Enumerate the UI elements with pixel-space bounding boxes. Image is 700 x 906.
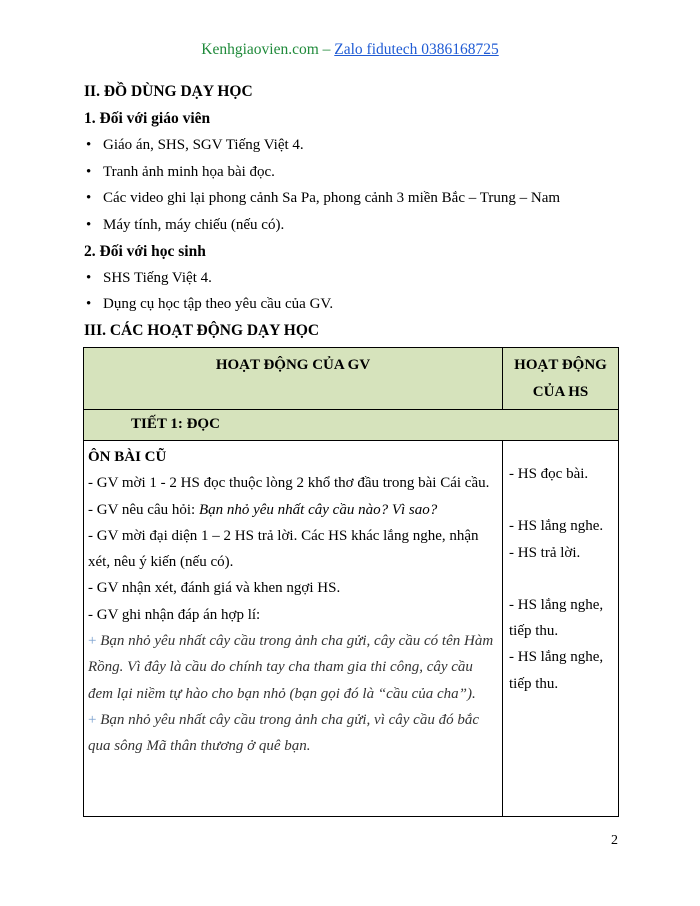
page-number: 2 [611, 833, 618, 848]
table-header-row [84, 348, 619, 410]
header-separator: – [318, 41, 335, 58]
tiet-row [84, 410, 619, 441]
contact-link[interactable]: Zalo fidutech 0386168725 [334, 41, 499, 58]
list-item: • Các video ghi lại phong cảnh Sa Pa, phong cảnh 3 miền Bắc – Trung – Nam [86, 190, 561, 206]
gv-activity-cell [84, 441, 503, 817]
hs-line: - HS lắng nghe. [509, 518, 604, 535]
list-item: • Dụng cụ học tập theo yêu cầu của GV. [86, 296, 334, 312]
list-item: • Máy tính, máy chiếu (nếu có). [86, 217, 285, 233]
hs-activity-cell [503, 441, 619, 817]
list-item: • SHS Tiếng Việt 4. [86, 270, 212, 286]
question-text: Bạn nhỏ yêu nhất cây cầu nào? Vì sao? [198, 501, 438, 518]
hs-line: - HS trả lời. [509, 544, 581, 561]
answer-item: + Bạn nhỏ yêu nhất cây cầu trong ảnh cha gửi, vì cây cầu đó bắc qua sông Mã thân thương ở quê bạn. [88, 711, 479, 755]
answer-item: + Bạn nhỏ yêu nhất cây cầu trong ảnh cha gửi, cây cầu có tên Hàm Rồng. Vì đây là cầu do chính tay cha tham gia thi công, cây cầu đem lại niềm tự hào cho bạn nhỏ (bạn gọi đó là “cầu của cha”). [88, 633, 494, 702]
site-name: Kenhgiaovien.com [201, 41, 319, 58]
table-row [84, 441, 619, 817]
gv-line: - GV nêu câu hỏi: Bạn nhỏ yêu nhất cây cầu nào? Vì sao? [88, 501, 438, 518]
gv-line: - GV mời 1 - 2 HS đọc thuộc lòng 2 khổ thơ đầu trong bài Cái cầu. [88, 475, 490, 492]
page-header [0, 41, 700, 59]
section-2-title: II. ĐỒ DÙNG DẠY HỌC [84, 83, 253, 100]
hs-line: - HS lắng nghe, tiếp thu. [509, 596, 604, 640]
list-item: • Tranh ảnh minh họa bài đọc. [86, 164, 275, 180]
gv-line: - GV mời đại diện 1 – 2 HS trả lời. Các HS khác lắng nghe, nhận xét, nêu ý kiến (nếu có). [88, 527, 479, 571]
section-3-title: III. CÁC HOẠT ĐỘNG DẠY HỌC [84, 322, 320, 339]
hs-column-header: HOẠT ĐỘNG CỦA HS [503, 348, 619, 410]
activities-table [83, 347, 619, 817]
student-subtitle: 2. Đối với học sinh [84, 243, 206, 260]
list-item: • Giáo án, SHS, SGV Tiếng Việt 4. [86, 137, 304, 153]
teacher-subtitle: 1. Đối với giáo viên [84, 110, 211, 127]
gv-line: - GV nhận xét, đánh giá và khen ngợi HS. [88, 580, 341, 597]
tiet-title: TIẾT 1: ĐỌC [84, 410, 619, 441]
hs-line: - HS đọc bài. [509, 466, 589, 482]
review-title: ÔN BÀI CŨ [88, 449, 167, 465]
gv-line: - GV ghi nhận đáp án hợp lí: [88, 606, 261, 623]
hs-line: - HS lắng nghe, tiếp thu. [509, 649, 604, 692]
gv-column-header: HOẠT ĐỘNG CỦA GV [84, 348, 503, 410]
